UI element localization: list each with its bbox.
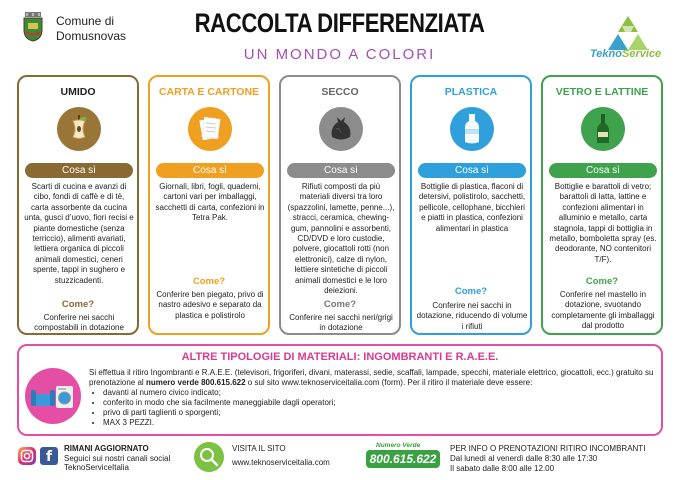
card-carta-title: CARTA E CARTONE (158, 86, 260, 98)
card-umido-pill: Cosa sì (25, 163, 133, 178)
garbage-bag-icon (319, 107, 363, 151)
card-carta-icon-circle (188, 107, 232, 151)
social-line1: Seguici sui nostri canali social (64, 453, 171, 463)
card-umido-title: UMIDO (60, 86, 96, 98)
card-secco-how: Conferire nei sacchi neri/grigi in dotazione (289, 313, 393, 333)
card-umido-how: Conferire nei sacchi compostabili in dotazione (34, 313, 124, 333)
info-line2: Il sabato dalle 8:00 alle 12.00 (450, 464, 555, 473)
numero-verde-label: Numero Verde (376, 442, 421, 449)
card-carta (148, 75, 270, 335)
card-vetro-title: VETRO E LATTINE (555, 86, 649, 98)
info-line1: Dal lunedì al venerdì dalle 8:30 alle 17:30 (450, 454, 598, 463)
altre-numero-verde: numero verde 800.615.622 (145, 378, 246, 387)
search-icon[interactable] (194, 442, 224, 472)
card-carta-come: Come? (192, 276, 226, 287)
visita-label: VISITA IL SITO (232, 444, 286, 453)
numero-verde-number[interactable]: 800.615.622 (366, 450, 440, 468)
card-umido (17, 75, 139, 335)
card-vetro-how: Conferire nel mastello in dotazione, svuotando completamente gli imballaggi dal prodotto (551, 290, 655, 331)
altre-icon-circle (25, 368, 81, 424)
altre-paragraph: Si effettua il ritiro Ingombranti e R.A.E.E. (televisori, frigoriferi, divani, materassi, sedie, scaffali, lampade, specchi, materiale elettrico, giocattoli, ecc.) gratuito su prenotazione al numero verde 800.615.622 o sul sito www.teknoserviceitalia.com (form). Per il ritiro il materiale deve essere: (89, 368, 654, 387)
altre-tipologie-box (17, 344, 663, 436)
visita-sito (232, 444, 330, 468)
card-umido-come: Come? (61, 299, 95, 310)
card-carta-description: Giornali, libri, fogli, quaderni, cartoni vari per imballaggi, sacchetti di carta, confezioni in Tetra Pak. (155, 182, 265, 223)
social-title: RIMANI AGGIORNATO (64, 444, 149, 453)
page-subtitle: UN MONDO A COLORI (243, 46, 436, 63)
social-line2: TeknoServiceItalia (64, 463, 129, 472)
card-secco-description: Rifiuti composti da più materiali diversi tra loro (spazzolini, lamette, penne...), stracci, ceramica, chewing-gum, pannolini e assorbenti, CD/DVD e loro custodie, polvere, giocattoli rotti (non elettronici), calze di nylon, lettiere sintetiche di piccoli animali domestici e le loro deiezioni. (287, 182, 395, 296)
altre-bullet-list (89, 388, 661, 428)
card-carta-pill: Cosa sì (156, 163, 264, 178)
page-footer (0, 440, 679, 480)
card-secco-icon-circle (319, 107, 363, 151)
apple-core-icon (57, 107, 101, 151)
list-item: • davanti al numero civico indicato; (103, 388, 661, 398)
card-plastica (410, 75, 532, 335)
card-secco-pill: Cosa sì (287, 163, 395, 178)
card-vetro (541, 75, 663, 335)
card-umido-icon-circle (57, 107, 101, 151)
card-carta-how: Conferire ben piegato, privo di nastro adesivo e separato da plastica e polistirolo (156, 290, 264, 320)
plastic-bottle-icon (450, 107, 494, 151)
list-item: • conferito in modo che sia facilmente maneggiabile dagli operatori; (103, 398, 661, 408)
comune-crest-icon (22, 12, 44, 42)
card-secco-title: SECCO (321, 86, 359, 98)
card-secco-come: Come? (323, 299, 357, 310)
altre-title: ALTRE TIPOLOGIE DI MATERIALI: INGOMBRANTI E R.A.E.E. (181, 351, 499, 363)
sofa-washing-machine-icon (25, 368, 81, 424)
facebook-icon[interactable]: f (40, 447, 58, 465)
card-secco (279, 75, 401, 335)
glass-bottle-icon (581, 107, 625, 151)
card-plastica-title: PLASTICA (444, 86, 498, 98)
page-header (0, 0, 679, 72)
card-umido-description: Scarti di cucina e avanzi di cibo, fondi di caffè e di tè, carta assorbente da cucina unta, gusci d’uovo, fiori recisi e piante domestiche (senza terriccio), alimenti avariati, lettiera organica di piccoli animali domestici, ceneri spente, tappi in sughero e stuzzicadenti. (24, 182, 134, 285)
card-plastica-how: Conferire nei sacchi in dotazione, riducendo di volume i rifiuti (416, 301, 528, 331)
info-title: PER INFO O PRENOTAZIONI RITIRO INCOMBRANTI (450, 444, 646, 453)
paper-sheets-icon (188, 107, 232, 151)
teknoservice-logo-text: TeknoService (590, 48, 662, 60)
instagram-icon[interactable] (18, 447, 36, 465)
altre-text (89, 368, 661, 428)
info-orari (450, 444, 645, 474)
card-plastica-pill: Cosa sì (418, 163, 526, 178)
card-plastica-come: Come? (454, 286, 488, 297)
page-title: RACCOLTA DIFFERENZIATA (194, 8, 485, 38)
website-link[interactable]: www.teknoserviceitalia.com (232, 458, 330, 467)
card-vetro-description: Bottiglie e barattoli di vetro; barattoli di latta, lattine e confezioni alimentari in alluminio e metallo, carta stagnola, tappi di bottiglia in metallo, bomboletta spray (es. deodorante, NO contenitori T/F). (549, 182, 657, 264)
social-text (64, 444, 170, 473)
list-item: • MAX 3 PEZZI. (103, 418, 661, 428)
list-item: • privo di parti taglienti o sporgenti; (103, 408, 661, 418)
card-vetro-come: Come? (585, 276, 619, 287)
card-vetro-icon-circle (581, 107, 625, 151)
comune-line2: Domusnovas (56, 29, 127, 43)
card-plastica-icon-circle (450, 107, 494, 151)
comune-line1: Comune di (56, 14, 115, 28)
card-vetro-pill: Cosa sì (549, 163, 657, 178)
card-plastica-description: Bottiglie di plastica, flaconi di detersivi, polistirolo, sacchetti, pellicole, cellophane, bicchieri e piatti in plastica, confezioni alimentari in plastica (418, 182, 526, 233)
